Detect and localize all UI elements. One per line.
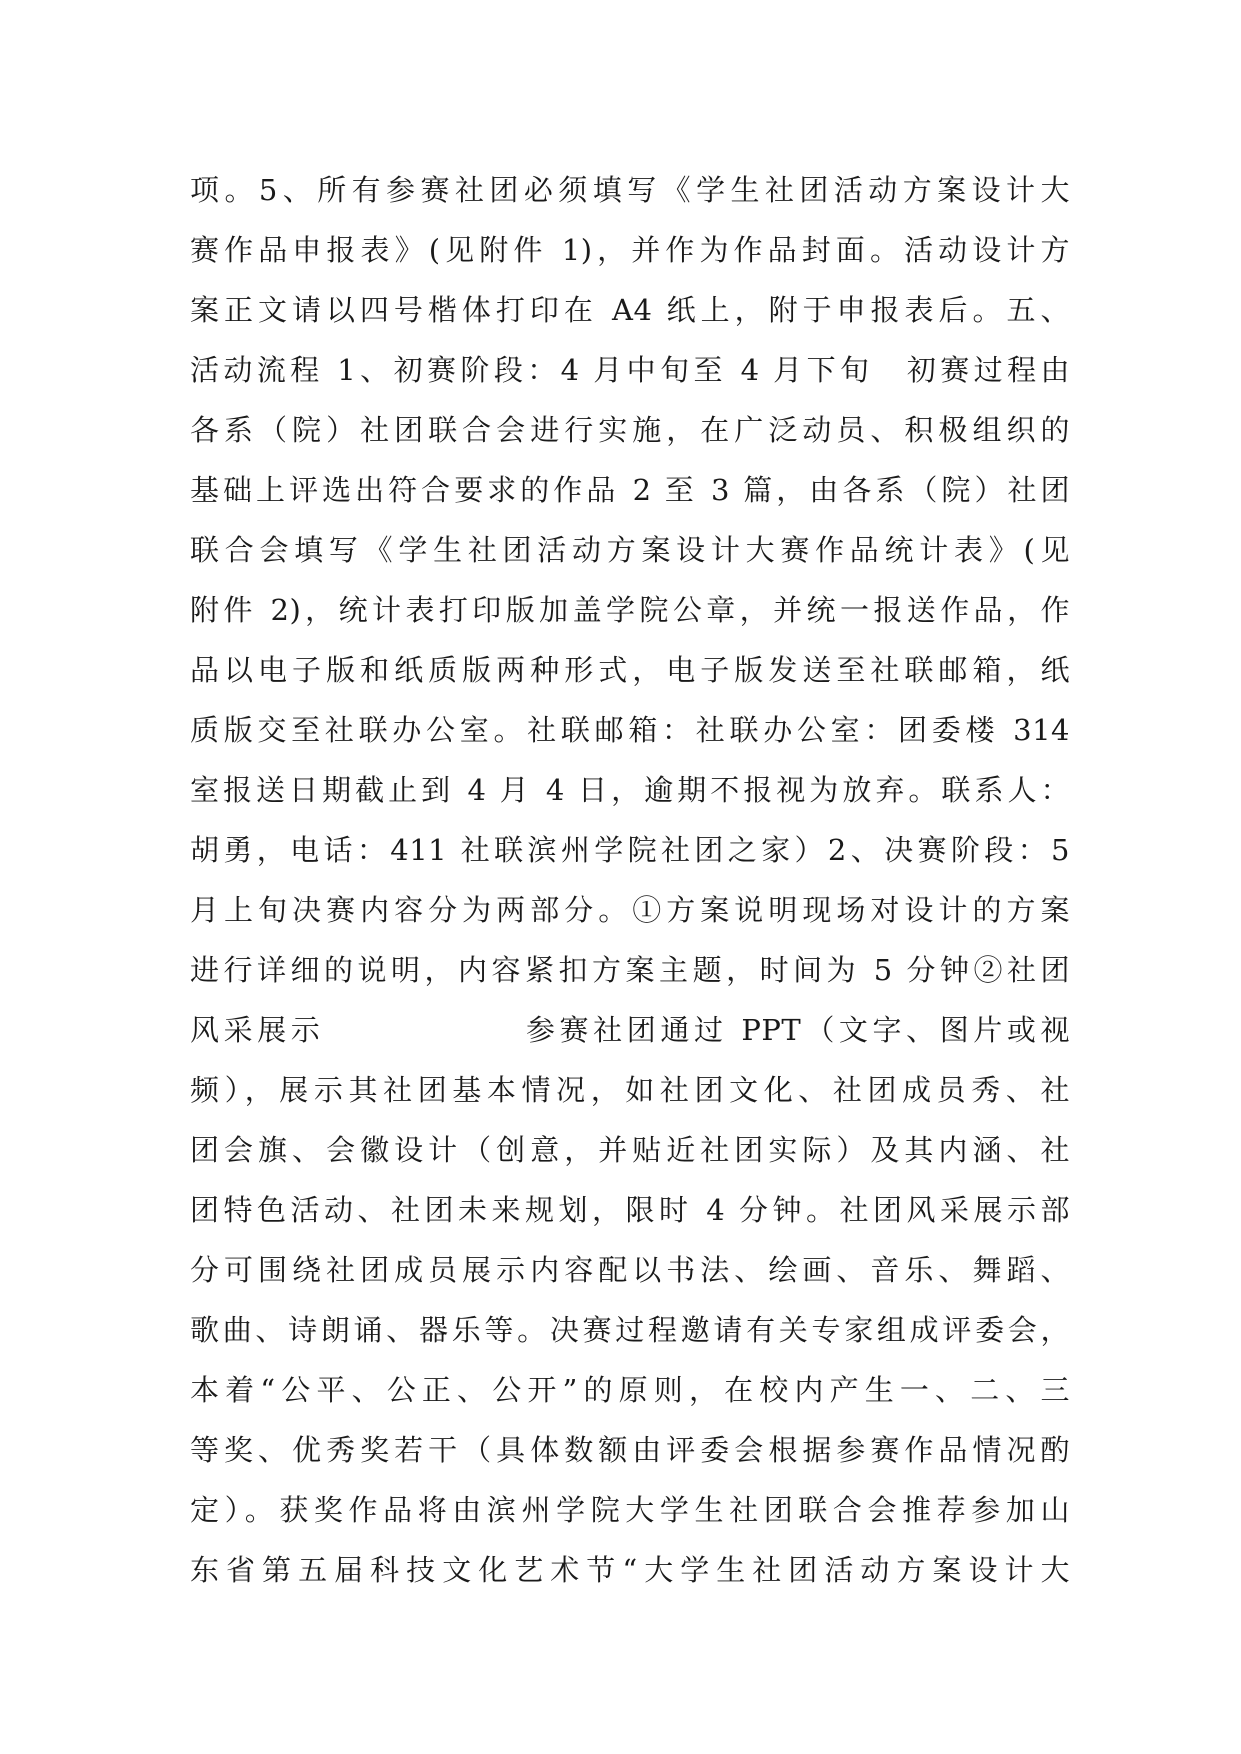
text-line: 团会旗、会徽设计（创意，并贴近社团实际）及其内涵、社	[190, 1133, 1070, 1167]
text-line: 附件 2)，统计表打印版加盖学院公章，并统一报送作品，作	[190, 593, 1070, 627]
text-line: 团特色活动、社团未来规划，限时 4 分钟。社团风采展示部	[190, 1193, 1070, 1227]
text-line: 各系（院）社团联合会进行实施，在广泛动员、积极组织的	[190, 413, 1070, 447]
text-line: 案正文请以四号楷体打印在 A4 纸上，附于申报表后。五、	[190, 293, 1070, 327]
text-line: 赛作品申报表》(见附件 1)，并作为作品封面。活动设计方	[190, 233, 1070, 267]
text-line: 室报送日期截止到 4 月 4 日，逾期不报视为放弃。联系人：	[190, 773, 1070, 807]
text-line: 分可围绕社团成员展示内容配以书法、绘画、音乐、舞蹈、	[190, 1253, 1070, 1287]
text-line: 定）。获奖作品将由滨州学院大学生社团联合会推荐参加山	[190, 1493, 1070, 1527]
text-line: 质版交至社联办公室。社联邮箱：社联办公室：团委楼 314	[190, 713, 1070, 747]
text-line: 风采展示 参赛社团通过 PPT（文字、图片或视	[190, 1013, 1070, 1047]
text-line: 项。5、所有参赛社团必须填写《学生社团活动方案设计大	[190, 173, 1070, 207]
text-line: 等奖、优秀奖若干（具体数额由评委会根据参赛作品情况酌	[190, 1433, 1070, 1467]
text-line: 本着“公平、公正、公开”的原则，在校内产生一、二、三	[190, 1373, 1070, 1407]
text-line: 品以电子版和纸质版两种形式，电子版发送至社联邮箱，纸	[190, 653, 1070, 687]
text-line: 频），展示其社团基本情况，如社团文化、社团成员秀、社	[190, 1073, 1070, 1107]
text-line: 歌曲、诗朗诵、器乐等。决赛过程邀请有关专家组成评委会，	[190, 1313, 1070, 1347]
text-line: 活动流程 1、初赛阶段：4 月中旬至 4 月下旬 初赛过程由	[190, 353, 1070, 387]
text-line: 基础上评选出符合要求的作品 2 至 3 篇，由各系（院）社团	[190, 473, 1070, 507]
text-line: 东省第五届科技文化艺术节“大学生社团活动方案设计大	[190, 1553, 1070, 1587]
body-text	[190, 160, 1070, 1600]
text-line: 胡勇，电话：411 社联滨州学院社团之家）2、决赛阶段：5	[190, 833, 1070, 867]
text-line: 进行详细的说明，内容紧扣方案主题，时间为 5 分钟②社团	[190, 953, 1070, 987]
text-line: 月上旬决赛内容分为两部分。①方案说明现场对设计的方案	[190, 893, 1070, 927]
text-line: 联合会填写《学生社团活动方案设计大赛作品统计表》(见	[190, 533, 1070, 567]
